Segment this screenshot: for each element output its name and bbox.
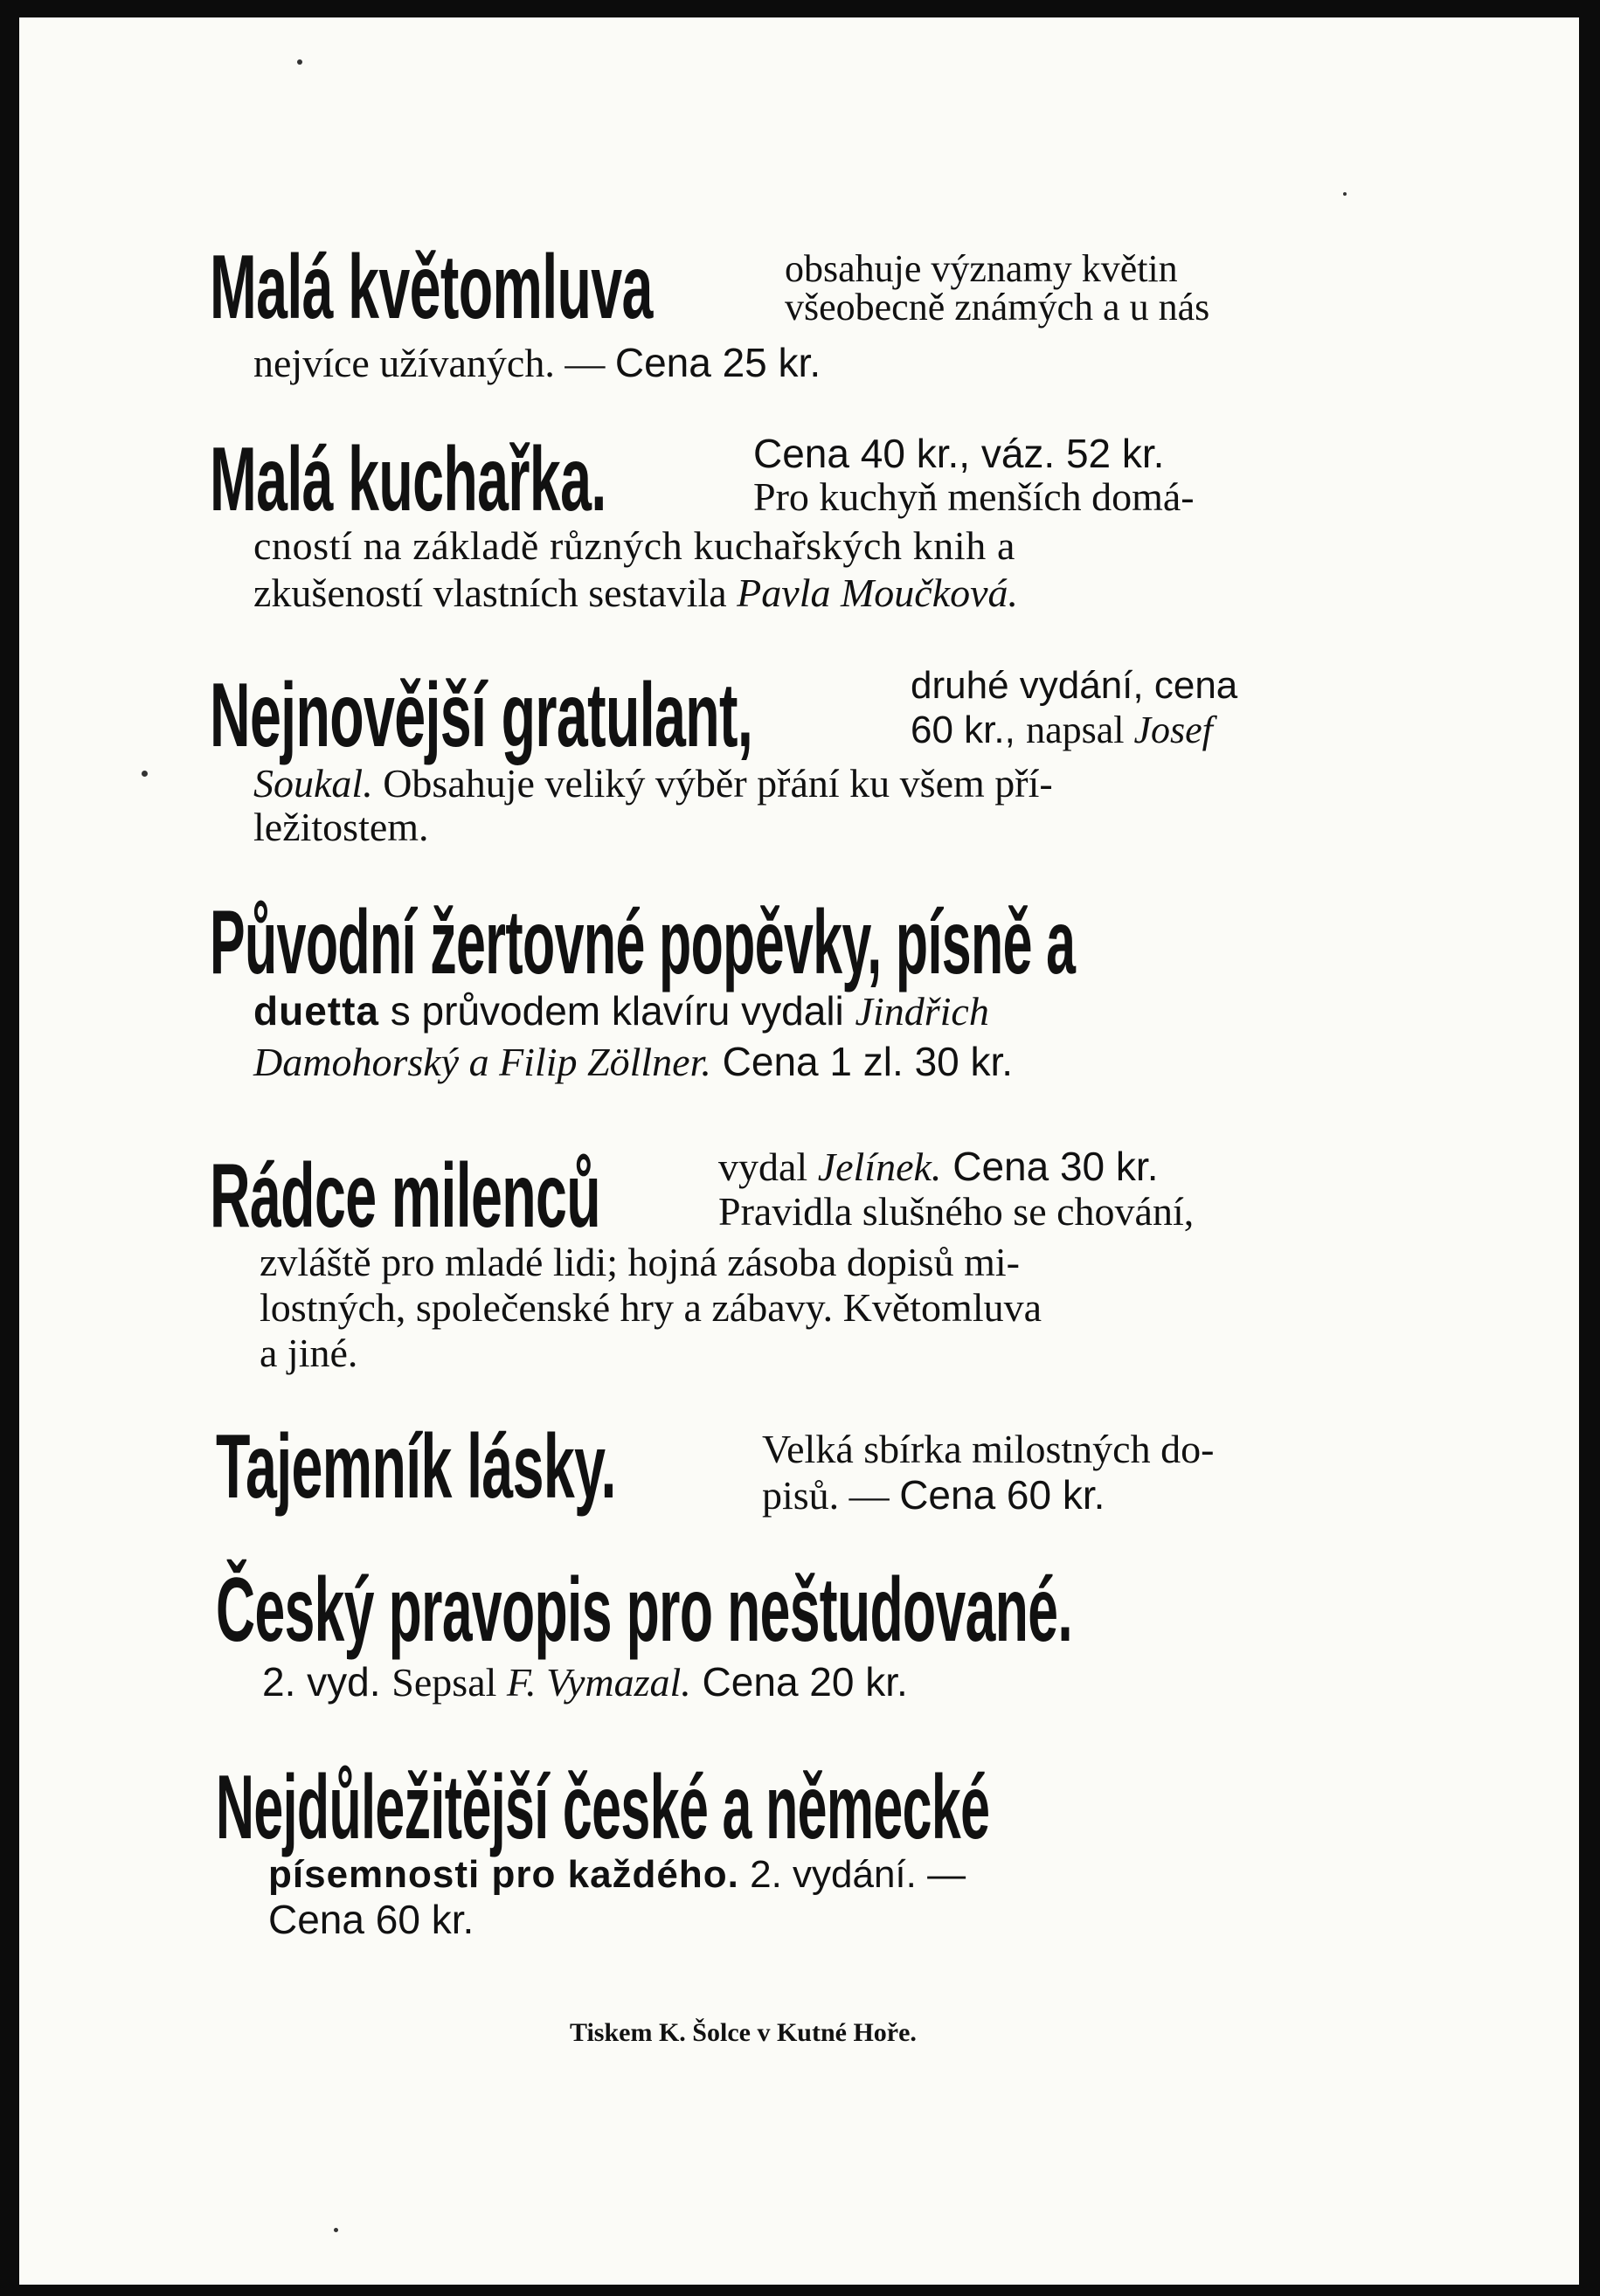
entry-body-line: zvláště pro mladé lidi; hojná zásoba dopisů mi-: [260, 1240, 1020, 1284]
entry-side-line: všeobecně známých a u nás: [785, 286, 1210, 328]
entry-body-line: Soukal. Obsahuje veliký výběr přání ku všem pří-: [253, 761, 1053, 806]
entry-side-line: Cena 40 kr., váz. 52 kr.: [753, 431, 1165, 476]
entry-title: Nejdůležitější české a německé: [216, 1757, 990, 1858]
entry-title: Tajemník lásky.: [216, 1416, 616, 1518]
scan-speck: [142, 771, 148, 777]
entry-body-line: lostných, společenské hry a zábavy. Květomluva: [260, 1285, 1042, 1330]
entry-body-line: písemnosti pro každého. 2. vydání. —: [268, 1853, 966, 1896]
scan-speck: [1343, 192, 1347, 196]
entry-body-line: Cena 60 kr.: [268, 1897, 474, 1942]
scan-speck: [334, 2228, 338, 2232]
entry-title: Malá kuchařka.: [210, 429, 606, 530]
entry-side-line: Velká sbírka milostných do-: [762, 1427, 1215, 1471]
entry-body-line: 2. vyd. Sepsal F. Vymazal. Cena 20 kr.: [262, 1659, 908, 1705]
printer-imprint: Tiskem K. Šolce v Kutné Hoře.: [570, 2018, 917, 2047]
entry-side-line: Pro kuchyň menších domá-: [753, 474, 1195, 519]
scan-speck: [297, 59, 302, 65]
entry-title: Nejnovější gratulant,: [210, 665, 753, 766]
entry-body-line: a jiné.: [260, 1331, 358, 1375]
entry-side-line: Pravidla slušného se chování,: [718, 1189, 1195, 1234]
entry-body-line: nejvíce užívaných. — Cena 25 kr.: [253, 340, 821, 385]
entry-body-line: zkušeností vlastních sestavila Pavla Moučková.: [253, 571, 1019, 615]
entry-side-line: obsahuje významy květin: [785, 247, 1178, 290]
entry-title: Rádce milenců: [210, 1145, 601, 1247]
entry-body-line: cností na základě různých kuchařských knih a: [253, 523, 1015, 568]
entry-title: Malá květomluva: [210, 237, 653, 338]
entry-side-line: druhé vydání, cena: [911, 664, 1238, 707]
entry-side-line: vydal Jelínek. Cena 30 kr.: [718, 1144, 1159, 1189]
entry-title: Český pravopis pro neštudované.: [216, 1559, 1073, 1661]
entry-side-line: 60 kr., napsal Josef: [911, 709, 1213, 751]
entry-body-line: ležitostem.: [253, 805, 429, 849]
entry-body-line: duetta s průvodem klavíru vydali Jindřich: [253, 988, 989, 1034]
entry-title: Původní žertovné popěvky, písně a: [210, 892, 1076, 993]
entry-body-line: Damohorský a Filip Zöllner. Cena 1 zl. 30 kr.: [253, 1039, 1014, 1084]
entry-side-line: pisů. — Cena 60 kr.: [762, 1472, 1105, 1518]
page: [19, 17, 1579, 2285]
